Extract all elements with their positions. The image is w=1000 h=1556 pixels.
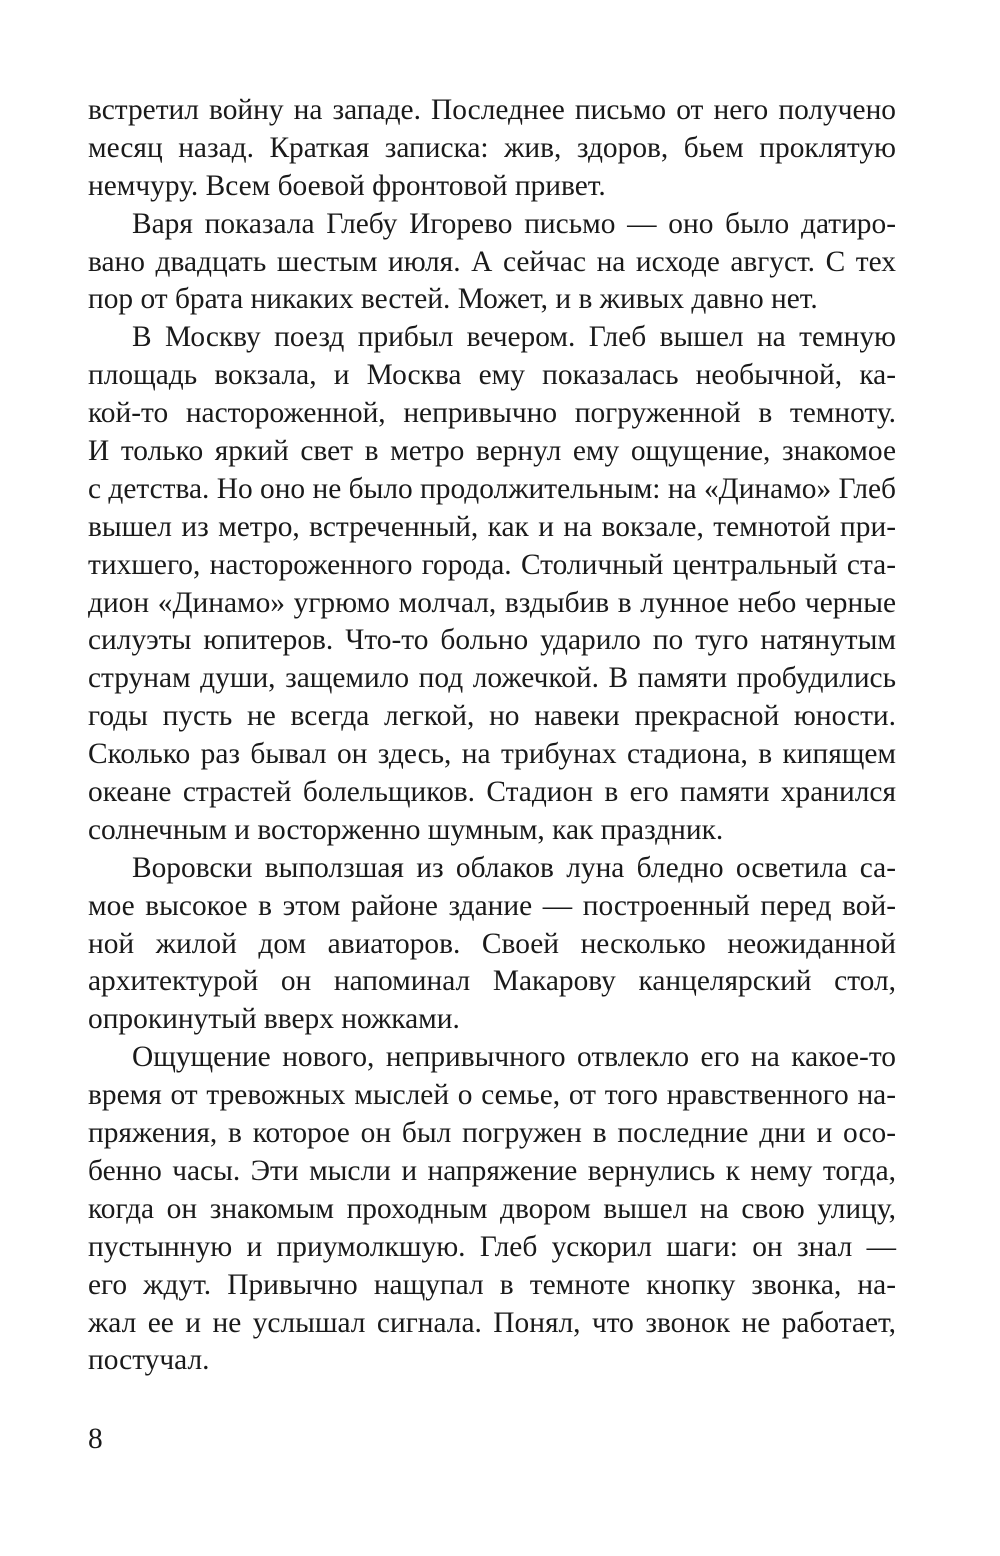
text-line: месяц назад. Краткая записка: жив, здоров, бьем проклятую xyxy=(88,131,896,164)
text-line: пор от брата никаких вестей. Может, и в живых давно нет. xyxy=(88,283,818,316)
text-line: когда он знакомым проходным двором вышел на свою улицу, xyxy=(88,1192,896,1225)
text-line: постучал. xyxy=(88,1344,210,1377)
text-line: ной жилой дом авиаторов. Своей несколько неожиданной xyxy=(88,927,896,960)
page-number: 8 xyxy=(88,1423,103,1455)
text-line: с детства. Но оно не было продолжительным: на «Динамо» Глеб xyxy=(88,472,896,505)
text-line: пряжения, в которое он был погружен в последние дни и осо- xyxy=(88,1117,896,1150)
text-line: пустынную и приумолкшую. Глеб ускорил шаги: он знал — xyxy=(88,1230,896,1263)
paragraph xyxy=(88,1039,896,1380)
text-line: его ждут. Привычно нащупал в темноте кнопку звонка, на- xyxy=(88,1268,896,1301)
text-line: вышел из метро, встреченный, как и на вокзале, темнотой при- xyxy=(88,510,896,543)
text-line: солнечным и восторженно шумным, как праздник. xyxy=(88,813,724,846)
text-line: океане страстей болельщиков. Стадион в его памяти хранился xyxy=(88,776,896,809)
text-line: бенно часы. Эти мысли и напряжение вернулись к нему тогда, xyxy=(88,1154,896,1187)
paragraph xyxy=(88,319,896,849)
text-line: струнам души, защемило под ложечкой. В памяти пробудились xyxy=(88,662,896,695)
text-line: силуэты юпитеров. Что-то больно ударило по туго натянутым xyxy=(88,624,896,657)
text-line: немчуру. Всем боевой фронтовой привет. xyxy=(88,169,606,202)
text-line: Сколько раз бывал он здесь, на трибунах стадиона, в кипящем xyxy=(88,738,896,771)
text-line: встретил войну на западе. Последнее письмо от него получено xyxy=(88,94,896,126)
text-line: тихшего, настороженного города. Столичный центральный ста- xyxy=(88,548,896,581)
text-line: В Москву поезд прибыл вечером. Глеб вышел на темную xyxy=(132,321,896,354)
text-line: Воровски выползшая из облаков луна бледно осветила са- xyxy=(132,851,896,884)
text-line: мое высокое в этом районе здание — построенный перед вой- xyxy=(88,889,896,922)
text-line: жал ее и не услышал сигнала. Понял, что звонок не работает, xyxy=(88,1306,896,1339)
text-line: И только яркий свет в метро вернул ему ощущение, знакомое xyxy=(88,435,896,468)
text-line: годы пусть не всегда легкой, но навеки прекрасной юности. xyxy=(88,700,896,733)
text-line: время от тревожных мыслей о семье, от того нравственного на- xyxy=(88,1079,896,1112)
body-text xyxy=(88,92,896,1380)
paragraph xyxy=(88,850,896,1039)
text-line: опрокинутый вверх ножками. xyxy=(88,1003,460,1036)
paragraph xyxy=(88,206,896,320)
text-line: Варя показала Глебу Игорево письмо — оно было датиро- xyxy=(132,207,896,240)
text-line: кой-то настороженной, непривычно погруженной в темноту. xyxy=(88,397,896,430)
text-line: дион «Динамо» угрюмо молчал, вздыбив в лунное небо черные xyxy=(88,586,896,619)
text-line: архитектурой он напоминал Макарову канцелярский стол, xyxy=(88,965,896,998)
paragraph xyxy=(88,92,896,206)
text-line: вано двадцать шестым июля. А сейчас на исходе август. С тех xyxy=(88,245,896,278)
text-line: Ощущение нового, непривычного отвлекло его на какое-то xyxy=(132,1041,896,1074)
text-line: площадь вокзала, и Москва ему показалась необычной, ка- xyxy=(88,359,896,392)
